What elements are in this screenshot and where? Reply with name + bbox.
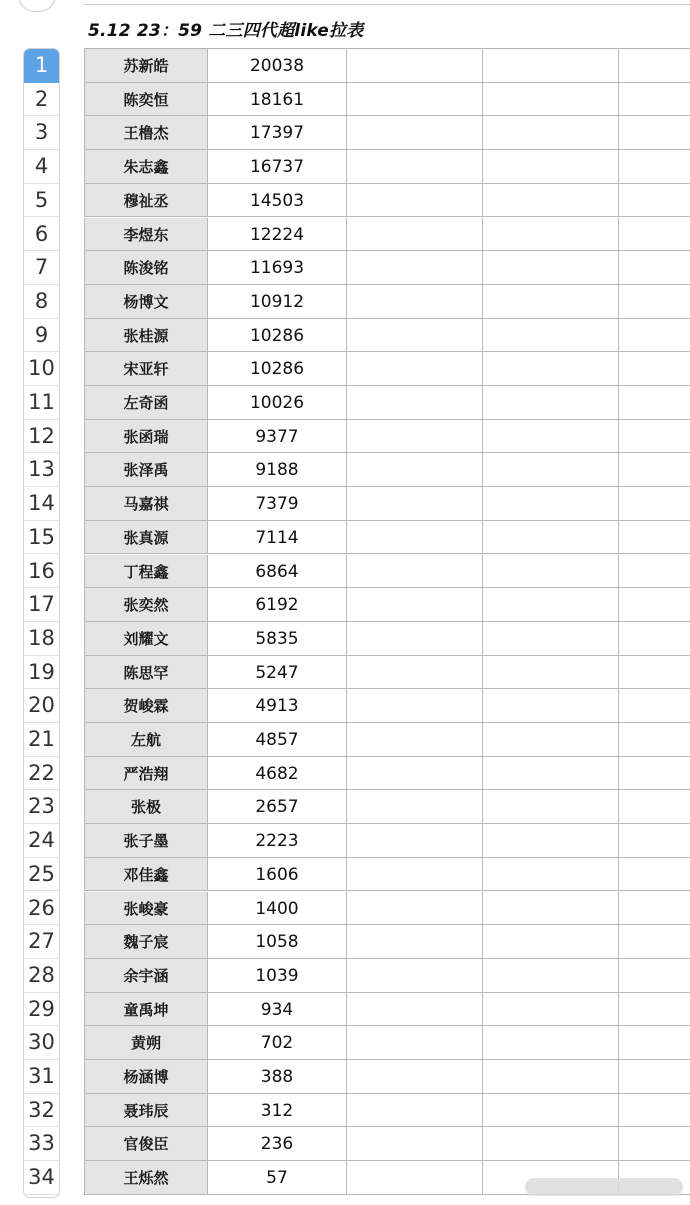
row-header[interactable]: 33 <box>24 1127 59 1161</box>
empty-cell[interactable] <box>619 184 690 218</box>
empty-cell[interactable] <box>347 892 483 926</box>
name-cell[interactable]: 陈浚铭 <box>84 251 208 285</box>
empty-cell[interactable] <box>619 218 690 252</box>
empty-cell[interactable] <box>347 858 483 892</box>
empty-cell[interactable] <box>347 116 483 150</box>
empty-cell[interactable] <box>483 858 619 892</box>
table-row <box>84 521 690 555</box>
empty-cell[interactable] <box>619 319 690 353</box>
table-row <box>84 386 690 420</box>
empty-cell[interactable] <box>483 790 619 824</box>
empty-cell[interactable] <box>483 892 619 926</box>
empty-cell[interactable] <box>619 420 690 454</box>
empty-cell[interactable] <box>619 487 690 521</box>
value-cell[interactable]: 2223 <box>208 824 347 858</box>
empty-cell[interactable] <box>347 218 483 252</box>
sheet-title: 5.12 23：59 二三四代超like拉表 <box>88 21 364 41</box>
row-header[interactable]: 3 <box>24 116 59 150</box>
empty-cell[interactable] <box>347 521 483 555</box>
empty-cell[interactable] <box>483 116 619 150</box>
empty-cell[interactable] <box>619 993 690 1027</box>
empty-cell[interactable] <box>347 386 483 420</box>
empty-cell[interactable] <box>483 925 619 959</box>
empty-cell[interactable] <box>619 790 690 824</box>
value-cell[interactable]: 11693 <box>208 251 347 285</box>
table-row <box>84 352 690 386</box>
empty-cell[interactable] <box>347 588 483 622</box>
empty-cell[interactable] <box>483 319 619 353</box>
empty-cell[interactable] <box>347 420 483 454</box>
value-cell[interactable]: 20038 <box>208 49 347 83</box>
empty-cell[interactable] <box>483 150 619 184</box>
table-row <box>84 184 690 218</box>
table-row <box>84 656 690 690</box>
name-cell[interactable]: 杨博文 <box>84 285 208 319</box>
empty-cell[interactable] <box>483 386 619 420</box>
value-cell[interactable]: 6192 <box>208 588 347 622</box>
value-cell[interactable]: 1039 <box>208 959 347 993</box>
value-cell[interactable]: 9188 <box>208 453 347 487</box>
table-row <box>84 757 690 791</box>
name-cell[interactable]: 杨涵博 <box>84 1060 208 1094</box>
empty-cell[interactable] <box>619 959 690 993</box>
table-row <box>84 420 690 454</box>
empty-cell[interactable] <box>619 116 690 150</box>
empty-cell[interactable] <box>619 1094 690 1128</box>
empty-cell[interactable] <box>347 319 483 353</box>
row-header[interactable]: 19 <box>24 656 59 690</box>
row-header[interactable]: 20 <box>24 689 59 723</box>
table-row <box>84 1127 690 1161</box>
empty-cell[interactable] <box>347 83 483 117</box>
value-cell[interactable]: 12224 <box>208 218 347 252</box>
empty-cell[interactable] <box>347 184 483 218</box>
empty-cell[interactable] <box>483 555 619 589</box>
name-cell[interactable]: 张泽禹 <box>84 453 208 487</box>
empty-cell[interactable] <box>347 1161 483 1195</box>
value-cell[interactable]: 4682 <box>208 757 347 791</box>
value-cell[interactable]: 388 <box>208 1060 347 1094</box>
value-cell[interactable]: 9377 <box>208 420 347 454</box>
row-header[interactable]: 25 <box>24 858 59 892</box>
empty-cell[interactable] <box>619 858 690 892</box>
empty-cell[interactable] <box>483 251 619 285</box>
table-row <box>84 116 690 150</box>
empty-cell[interactable] <box>347 622 483 656</box>
name-cell[interactable]: 张桂源 <box>84 319 208 353</box>
row-header-gutter <box>23 48 60 1198</box>
empty-cell[interactable] <box>483 487 619 521</box>
horizontal-scrollbar[interactable] <box>525 1178 683 1196</box>
empty-cell[interactable] <box>619 656 690 690</box>
empty-cell[interactable] <box>483 352 619 386</box>
empty-cell[interactable] <box>483 824 619 858</box>
empty-cell[interactable] <box>483 285 619 319</box>
table-row <box>84 993 690 1027</box>
row-header[interactable]: 28 <box>24 959 59 993</box>
name-cell[interactable]: 左航 <box>84 723 208 757</box>
row-header[interactable]: 18 <box>24 622 59 656</box>
row-header[interactable]: 12 <box>24 420 59 454</box>
value-cell[interactable]: 18161 <box>208 83 347 117</box>
name-cell[interactable]: 张子墨 <box>84 824 208 858</box>
empty-cell[interactable] <box>483 622 619 656</box>
empty-cell[interactable] <box>483 993 619 1027</box>
empty-cell[interactable] <box>483 521 619 555</box>
value-cell[interactable]: 17397 <box>208 116 347 150</box>
table-row <box>84 319 690 353</box>
value-cell[interactable]: 5835 <box>208 622 347 656</box>
empty-cell[interactable] <box>619 386 690 420</box>
row-header[interactable]: 24 <box>24 824 59 858</box>
empty-cell[interactable] <box>347 352 483 386</box>
value-cell[interactable]: 1400 <box>208 892 347 926</box>
empty-cell[interactable] <box>347 757 483 791</box>
name-cell[interactable]: 苏新皓 <box>84 49 208 83</box>
empty-cell[interactable] <box>619 83 690 117</box>
empty-cell[interactable] <box>347 285 483 319</box>
name-cell[interactable]: 张峻豪 <box>84 892 208 926</box>
name-cell[interactable]: 穆祉丞 <box>84 184 208 218</box>
table-row <box>84 925 690 959</box>
row-header[interactable]: 31 <box>24 1060 59 1094</box>
table-row <box>84 723 690 757</box>
table-row <box>84 251 690 285</box>
toolbar-button-fragment[interactable] <box>18 0 56 12</box>
row-header[interactable]: 6 <box>24 218 59 252</box>
name-cell[interactable]: 李煜东 <box>84 218 208 252</box>
table-row <box>84 453 690 487</box>
row-header[interactable]: 5 <box>24 184 59 218</box>
value-cell[interactable]: 934 <box>208 993 347 1027</box>
name-cell[interactable]: 聂玮辰 <box>84 1094 208 1128</box>
row-header[interactable]: 23 <box>24 790 59 824</box>
empty-cell[interactable] <box>347 656 483 690</box>
name-cell[interactable]: 朱志鑫 <box>84 150 208 184</box>
empty-cell[interactable] <box>483 588 619 622</box>
empty-cell[interactable] <box>483 656 619 690</box>
name-cell[interactable]: 陈思罕 <box>84 656 208 690</box>
spreadsheet-grid <box>84 48 690 1197</box>
table-row <box>84 892 690 926</box>
table-row <box>84 1026 690 1060</box>
row-header[interactable]: 8 <box>24 285 59 319</box>
name-cell[interactable]: 陈奕恒 <box>84 83 208 117</box>
empty-cell[interactable] <box>483 218 619 252</box>
empty-cell[interactable] <box>347 1026 483 1060</box>
value-cell[interactable]: 4913 <box>208 689 347 723</box>
name-cell[interactable]: 黄朔 <box>84 1026 208 1060</box>
empty-cell[interactable] <box>619 49 690 83</box>
value-cell[interactable]: 10912 <box>208 285 347 319</box>
value-cell[interactable]: 1606 <box>208 858 347 892</box>
empty-cell[interactable] <box>619 757 690 791</box>
value-cell[interactable]: 10286 <box>208 352 347 386</box>
value-cell[interactable]: 1058 <box>208 925 347 959</box>
name-cell[interactable]: 魏子宸 <box>84 925 208 959</box>
row-header[interactable]: 9 <box>24 319 59 353</box>
empty-cell[interactable] <box>483 723 619 757</box>
row-header[interactable]: 16 <box>24 555 59 589</box>
empty-cell[interactable] <box>619 285 690 319</box>
name-cell[interactable]: 王橹杰 <box>84 116 208 150</box>
value-cell[interactable]: 5247 <box>208 656 347 690</box>
row-header[interactable]: 22 <box>24 757 59 791</box>
table-row <box>84 689 690 723</box>
row-header[interactable]: 34 <box>24 1161 59 1195</box>
table-row <box>84 790 690 824</box>
name-cell[interactable]: 官俊臣 <box>84 1127 208 1161</box>
empty-cell[interactable] <box>483 1060 619 1094</box>
empty-cell[interactable] <box>483 453 619 487</box>
empty-cell[interactable] <box>347 150 483 184</box>
row-header[interactable]: 30 <box>24 1026 59 1060</box>
value-cell[interactable]: 16737 <box>208 150 347 184</box>
table-row <box>84 487 690 521</box>
name-cell[interactable]: 童禹坤 <box>84 993 208 1027</box>
row-header[interactable]: 32 <box>24 1094 59 1128</box>
empty-cell[interactable] <box>483 959 619 993</box>
empty-cell[interactable] <box>483 184 619 218</box>
name-cell[interactable]: 左奇函 <box>84 386 208 420</box>
value-cell[interactable]: 4857 <box>208 723 347 757</box>
empty-cell[interactable] <box>619 453 690 487</box>
empty-cell[interactable] <box>483 689 619 723</box>
empty-cell[interactable] <box>347 790 483 824</box>
name-cell[interactable]: 严浩翔 <box>84 757 208 791</box>
empty-cell[interactable] <box>483 49 619 83</box>
value-cell[interactable]: 312 <box>208 1094 347 1128</box>
empty-cell[interactable] <box>347 689 483 723</box>
value-cell[interactable]: 10286 <box>208 319 347 353</box>
row-header[interactable]: 15 <box>24 521 59 555</box>
row-header[interactable]: 29 <box>24 993 59 1027</box>
value-cell[interactable]: 702 <box>208 1026 347 1060</box>
name-cell[interactable]: 邓佳鑫 <box>84 858 208 892</box>
empty-cell[interactable] <box>483 83 619 117</box>
value-cell[interactable]: 7114 <box>208 521 347 555</box>
row-header[interactable]: 11 <box>24 386 59 420</box>
row-header[interactable]: 10 <box>24 352 59 386</box>
empty-cell[interactable] <box>347 993 483 1027</box>
empty-cell[interactable] <box>347 723 483 757</box>
empty-cell[interactable] <box>619 892 690 926</box>
empty-cell[interactable] <box>347 1094 483 1128</box>
table-row <box>84 858 690 892</box>
empty-cell[interactable] <box>347 487 483 521</box>
row-header[interactable]: 1 <box>24 49 59 83</box>
value-cell[interactable]: 14503 <box>208 184 347 218</box>
empty-cell[interactable] <box>619 251 690 285</box>
name-cell[interactable]: 张函瑞 <box>84 420 208 454</box>
empty-cell[interactable] <box>347 1127 483 1161</box>
table-row <box>84 83 690 117</box>
empty-cell[interactable] <box>619 1127 690 1161</box>
empty-cell[interactable] <box>619 622 690 656</box>
empty-cell[interactable] <box>619 521 690 555</box>
table-row <box>84 150 690 184</box>
row-header[interactable]: 4 <box>24 150 59 184</box>
value-cell[interactable]: 6864 <box>208 555 347 589</box>
name-cell[interactable]: 贺峻霖 <box>84 689 208 723</box>
empty-cell[interactable] <box>619 689 690 723</box>
table-row <box>84 622 690 656</box>
empty-cell[interactable] <box>619 150 690 184</box>
table-row <box>84 285 690 319</box>
row-header[interactable]: 2 <box>24 83 59 117</box>
empty-cell[interactable] <box>619 824 690 858</box>
name-cell[interactable]: 刘耀文 <box>84 622 208 656</box>
row-header[interactable]: 17 <box>24 588 59 622</box>
row-header[interactable]: 26 <box>24 892 59 926</box>
row-header[interactable]: 27 <box>24 925 59 959</box>
table-row <box>84 555 690 589</box>
table-row <box>84 49 690 83</box>
row-header[interactable]: 21 <box>24 723 59 757</box>
value-cell[interactable]: 236 <box>208 1127 347 1161</box>
empty-cell[interactable] <box>347 251 483 285</box>
name-cell[interactable]: 张真源 <box>84 521 208 555</box>
empty-cell[interactable] <box>347 824 483 858</box>
name-cell[interactable]: 余宇涵 <box>84 959 208 993</box>
table-row <box>84 588 690 622</box>
empty-cell[interactable] <box>347 925 483 959</box>
name-cell[interactable]: 马嘉祺 <box>84 487 208 521</box>
name-cell[interactable]: 王烁然 <box>84 1161 208 1195</box>
name-cell[interactable]: 张奕然 <box>84 588 208 622</box>
empty-cell[interactable] <box>619 723 690 757</box>
empty-cell[interactable] <box>619 1026 690 1060</box>
value-cell[interactable]: 10026 <box>208 386 347 420</box>
previous-row-fragment <box>84 0 690 5</box>
empty-cell[interactable] <box>347 453 483 487</box>
empty-cell[interactable] <box>619 352 690 386</box>
empty-cell[interactable] <box>347 959 483 993</box>
row-header[interactable]: 13 <box>24 453 59 487</box>
table-row <box>84 959 690 993</box>
empty-cell[interactable] <box>347 555 483 589</box>
empty-cell[interactable] <box>483 757 619 791</box>
empty-cell[interactable] <box>619 925 690 959</box>
name-cell[interactable]: 宋亚轩 <box>84 352 208 386</box>
row-header[interactable]: 7 <box>24 251 59 285</box>
table-row <box>84 1060 690 1094</box>
name-cell[interactable]: 张极 <box>84 790 208 824</box>
table-row <box>84 218 690 252</box>
row-header[interactable]: 14 <box>24 487 59 521</box>
table-row <box>84 1094 690 1128</box>
empty-cell[interactable] <box>619 588 690 622</box>
empty-cell[interactable] <box>483 420 619 454</box>
empty-cell[interactable] <box>483 1127 619 1161</box>
name-cell[interactable]: 丁程鑫 <box>84 555 208 589</box>
value-cell[interactable]: 57 <box>208 1161 347 1195</box>
table-row <box>84 824 690 858</box>
empty-cell[interactable] <box>483 1026 619 1060</box>
empty-cell[interactable] <box>347 1060 483 1094</box>
empty-cell[interactable] <box>483 1094 619 1128</box>
value-cell[interactable]: 7379 <box>208 487 347 521</box>
empty-cell[interactable] <box>347 49 483 83</box>
value-cell[interactable]: 2657 <box>208 790 347 824</box>
empty-cell[interactable] <box>619 555 690 589</box>
empty-cell[interactable] <box>619 1060 690 1094</box>
